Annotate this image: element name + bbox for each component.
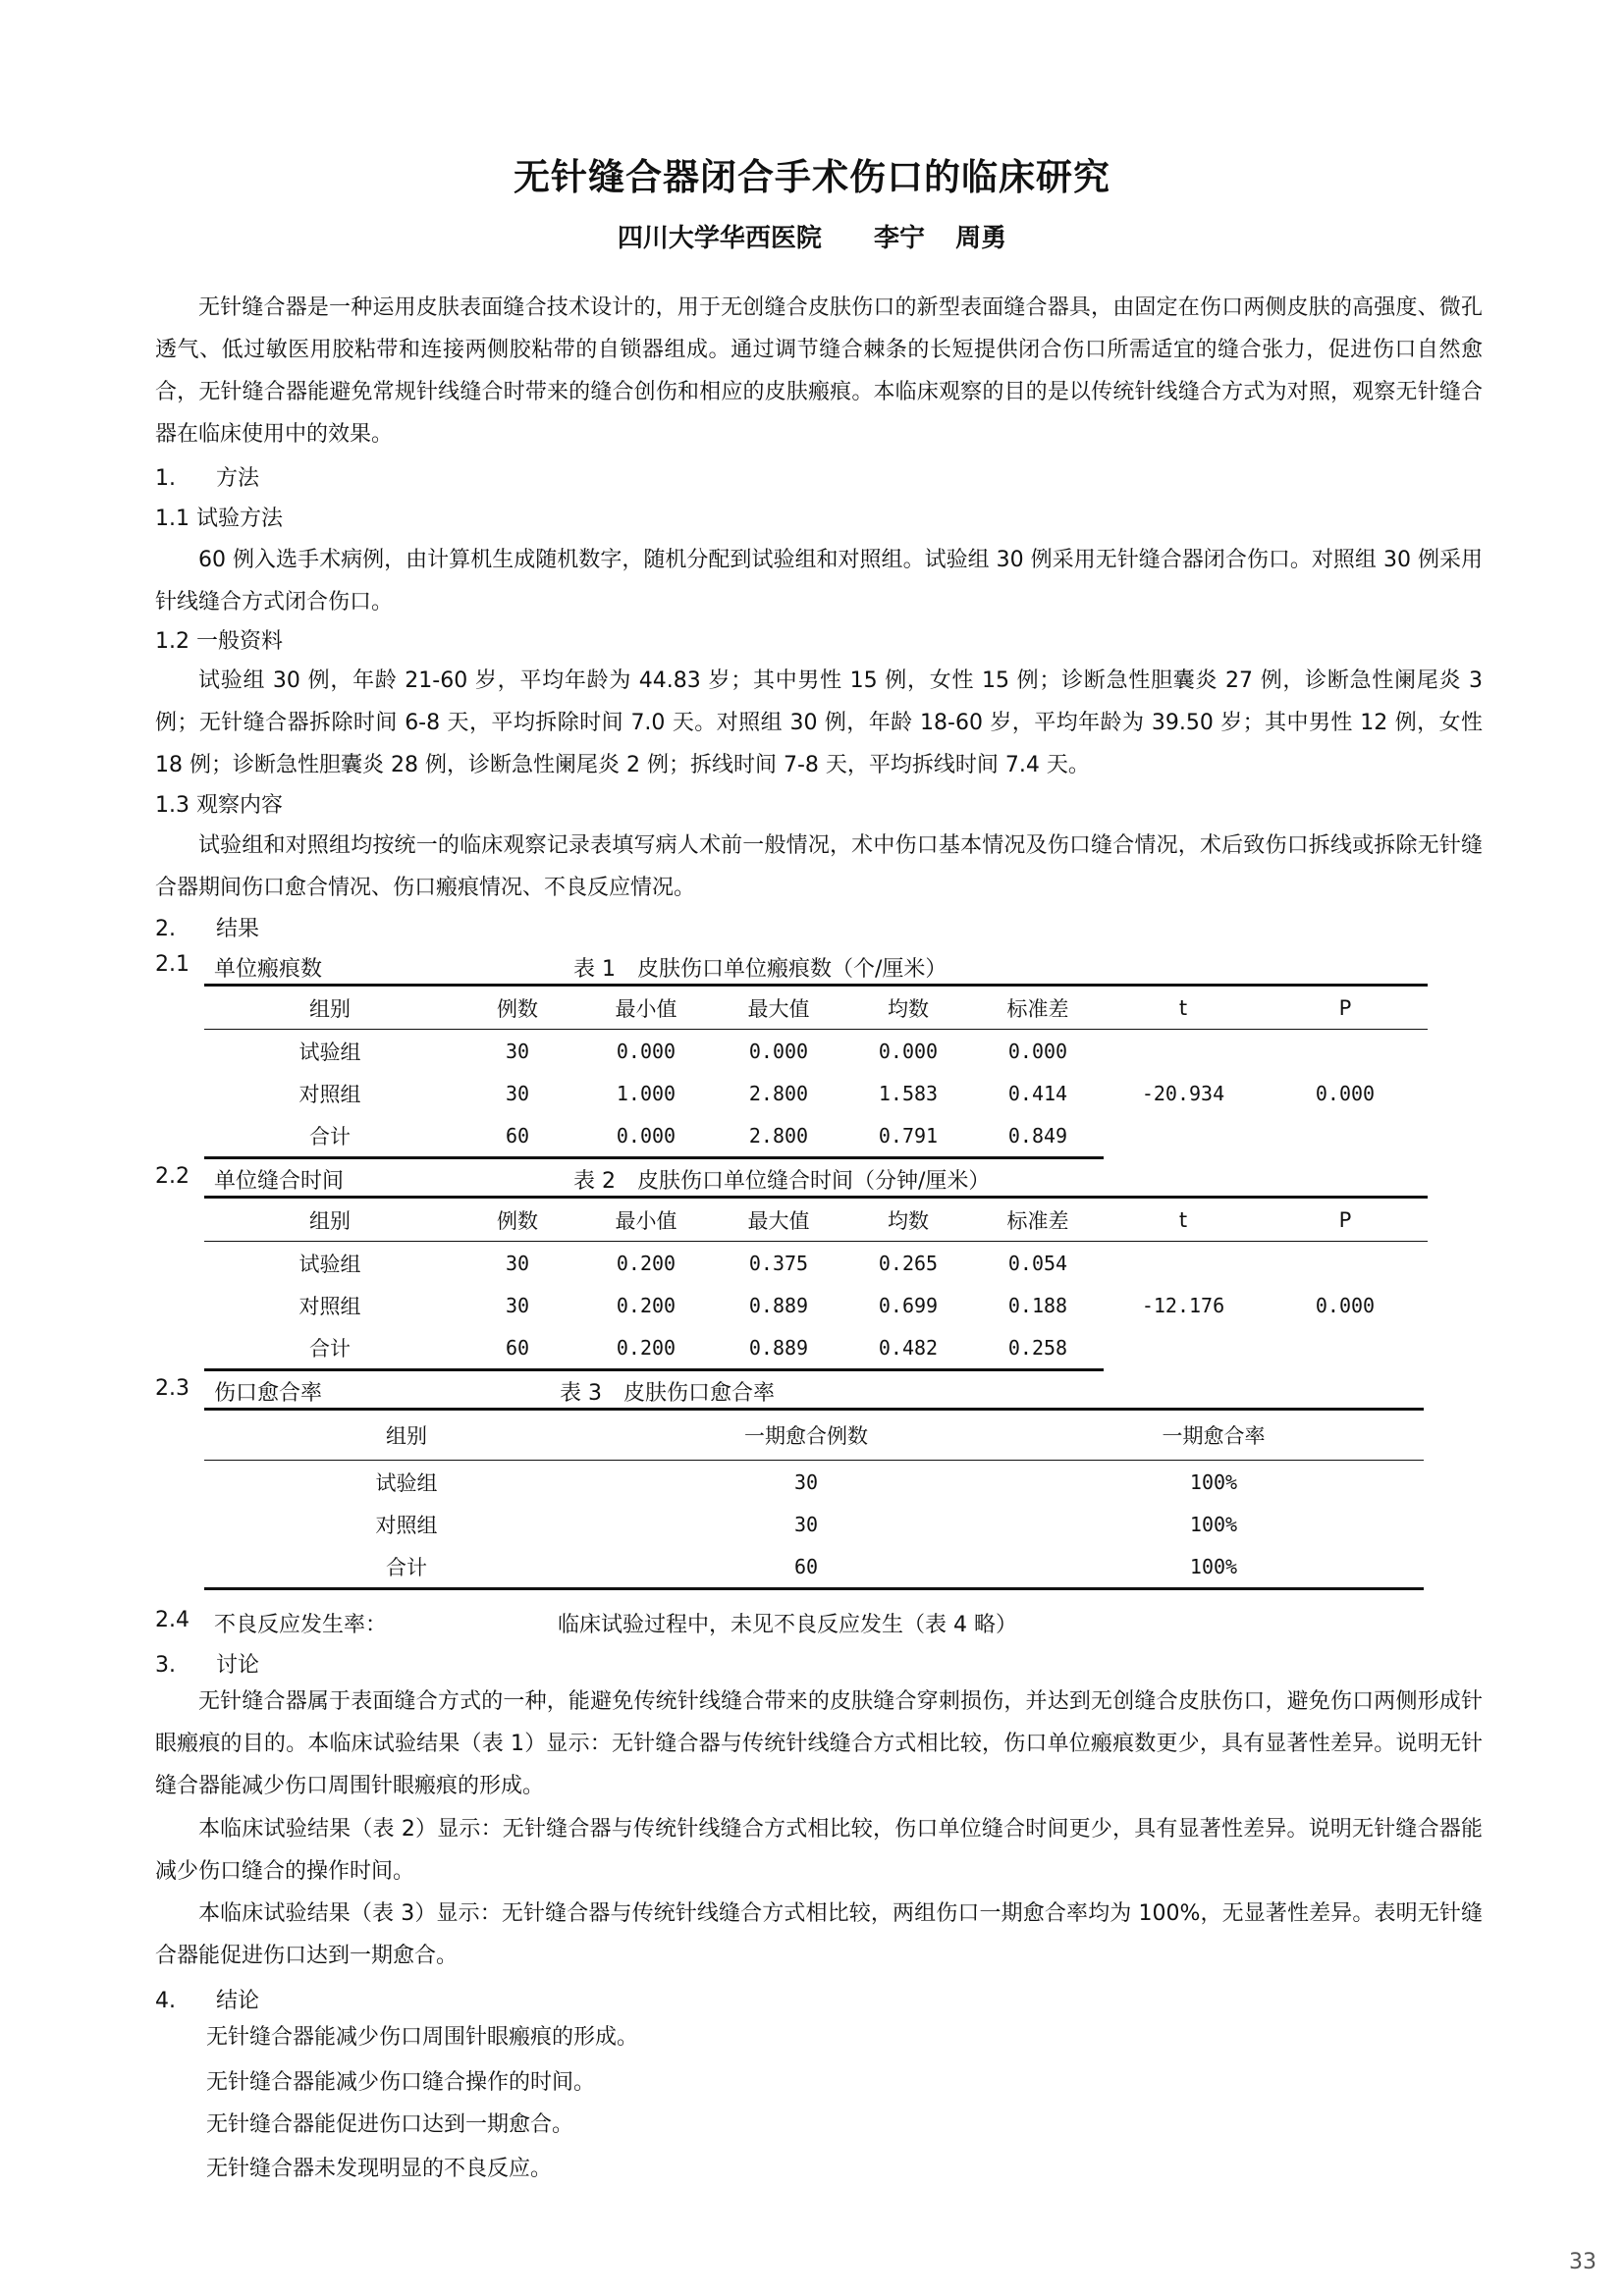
table-2-header: 最小值 bbox=[579, 1198, 713, 1242]
table-3-section-label: 伤口愈合率 bbox=[214, 1381, 323, 1406]
table-cell: 0.200 bbox=[616, 1293, 677, 1317]
author-institution: 四川大学华西医院 bbox=[617, 224, 822, 253]
section-2-heading bbox=[155, 912, 259, 942]
table-cell: 试验组 bbox=[298, 1040, 361, 1064]
table-3-header-row bbox=[204, 1410, 1424, 1461]
section-2-number: 2. bbox=[155, 917, 176, 941]
table-3-caption: 表 3 皮肤伤口愈合率 bbox=[560, 1381, 775, 1406]
table-cell: 30 bbox=[505, 1039, 530, 1063]
table-cell: 2.800 bbox=[748, 1081, 809, 1105]
table-cell: 0.000 bbox=[616, 1039, 677, 1063]
author-line bbox=[0, 218, 1624, 254]
conclusion-item: 无针缝合器能减少伤口周围针眼瘢痕的形成。 bbox=[206, 2025, 639, 2050]
table-cell: 30 bbox=[793, 1512, 819, 1536]
author-name-1: 李宁 bbox=[873, 224, 925, 253]
table-cell: 合计 bbox=[204, 1114, 456, 1158]
table-1-header: 例数 bbox=[456, 986, 579, 1030]
table-2 bbox=[204, 1196, 1428, 1371]
table-cell: 0.849 bbox=[972, 1114, 1104, 1158]
table-2-header: 最大值 bbox=[713, 1198, 844, 1242]
table-cell: 试验组 bbox=[298, 1252, 361, 1276]
author-name-2: 周勇 bbox=[955, 224, 1007, 253]
table-row bbox=[204, 1030, 1428, 1073]
table-row bbox=[204, 1545, 1424, 1589]
conclusion-item: 无针缝合器能减少伤口缝合操作的时间。 bbox=[206, 2070, 596, 2095]
table-cell: 0.699 bbox=[878, 1293, 939, 1317]
table-1-header: 标准差 bbox=[972, 986, 1104, 1030]
paper-title: 无针缝合器闭合手术伤口的临床研究 bbox=[514, 156, 1110, 198]
table-cell: 0.265 bbox=[878, 1251, 939, 1275]
table-2-caption: 表 2 皮肤伤口单位缝合时间（分钟/厘米） bbox=[573, 1169, 991, 1194]
table-cell: 对照组 bbox=[375, 1513, 438, 1537]
conclusion-item: 无针缝合器未发现明显的不良反应。 bbox=[206, 2157, 553, 2181]
table-cell: 对照组 bbox=[298, 1294, 361, 1318]
table-cell: 合计 bbox=[204, 1326, 456, 1370]
table-cell: 1.000 bbox=[616, 1081, 677, 1105]
section-3-paragraph-3: 本临床试验结果（表 3）显示：无针缝合器与传统针线缝合方式相比较，两组伤口一期愈合率均为 100%，无显著性差异。表明无针缝合器能促进伤口达到一期愈合。 bbox=[155, 1901, 1483, 1968]
table-3-header: 一期愈合例数 bbox=[609, 1410, 1003, 1461]
table-cell: 60 bbox=[456, 1326, 579, 1370]
table-2-p-value: 0.000 bbox=[1315, 1294, 1376, 1318]
table-cell: 对照组 bbox=[298, 1082, 361, 1106]
table-cell: 0.482 bbox=[844, 1326, 972, 1370]
table-row bbox=[204, 1461, 1424, 1504]
table-1-header-row bbox=[204, 986, 1428, 1030]
table-cell: 试验组 bbox=[375, 1470, 438, 1495]
table-1-header: t bbox=[1104, 986, 1263, 1030]
table-1-header: 最小值 bbox=[579, 986, 713, 1030]
table-cell: 0.375 bbox=[748, 1251, 809, 1275]
table-1-header: P bbox=[1263, 986, 1428, 1030]
table-2-header: 组别 bbox=[204, 1198, 456, 1242]
section-1-title: 方法 bbox=[216, 466, 260, 491]
table-2-t-value: -12.176 bbox=[1141, 1294, 1225, 1318]
section-3-paragraph-1: 无针缝合器属于表面缝合方式的一种，能避免传统针线缝合带来的皮肤缝合穿刺损伤，并达到无创缝合皮肤伤口，避免伤口两侧形成针眼瘢痕的目的。本临床试验结果（表 1）显示：无针缝合器与传统针线缝合方式相比较，伤口单位瘢痕数更少，具有显著性差异。说明无针缝合器能减少伤口周围针眼瘢痕的形成。 bbox=[155, 1689, 1483, 1798]
table-cell: 0.054 bbox=[1007, 1251, 1068, 1275]
table-cell: 0.889 bbox=[748, 1293, 809, 1317]
table-cell: 30 bbox=[505, 1081, 530, 1105]
table-2-section-number: 2.2 bbox=[155, 1164, 189, 1189]
table-1-caption: 表 1 皮肤伤口单位瘢痕数（个/厘米） bbox=[573, 957, 947, 982]
section-2-4-number: 2.4 bbox=[155, 1608, 189, 1632]
table-cell: 100% bbox=[1189, 1469, 1238, 1494]
table-cell: 1.583 bbox=[878, 1081, 939, 1105]
table-1-header: 最大值 bbox=[713, 986, 844, 1030]
table-2-header: t bbox=[1104, 1198, 1263, 1242]
section-1-heading bbox=[155, 461, 259, 492]
table-cell: 0.791 bbox=[844, 1114, 972, 1158]
table-2-header: P bbox=[1263, 1198, 1428, 1242]
section-2-title: 结果 bbox=[216, 917, 260, 941]
table-cell: 合计 bbox=[204, 1545, 609, 1589]
table-cell: 2.800 bbox=[713, 1114, 844, 1158]
section-3-heading bbox=[155, 1648, 259, 1679]
table-cell: 60 bbox=[609, 1545, 1003, 1589]
table-cell: 0.200 bbox=[579, 1326, 713, 1370]
table-2-section-label: 单位缝合时间 bbox=[214, 1169, 345, 1194]
table-row bbox=[204, 1503, 1424, 1545]
table-2-header: 均数 bbox=[844, 1198, 972, 1242]
intro-paragraph: 无针缝合器是一种运用皮肤表面缝合技术设计的，用于无创缝合皮肤伤口的新型表面缝合器具，由固定在伤口两侧皮肤的高强度、微孔透气、低过敏医用胶粘带和连接两侧胶粘带的自锁器组成。通过调节缝合棘条的长短提供闭合伤口所需适宜的缝合张力，促进伤口自然愈合，无针缝合器能避免常规针线缝合时带来的缝合创伤和相应的皮肤瘢痕。本临床观察的目的是以传统针线缝合方式为对照，观察无针缝合器在临床使用中的效果。 bbox=[155, 295, 1483, 447]
table-cell: 100% bbox=[1189, 1512, 1238, 1536]
section-4-number: 4. bbox=[155, 1989, 176, 2013]
table-cell: 0.000 bbox=[748, 1039, 809, 1063]
table-1-header: 均数 bbox=[844, 986, 972, 1030]
table-3-header: 组别 bbox=[204, 1410, 609, 1461]
section-1-1-label: 1.1 试验方法 bbox=[155, 507, 283, 531]
table-1 bbox=[204, 984, 1428, 1159]
table-cell: 0.414 bbox=[1007, 1081, 1068, 1105]
table-cell: 100% bbox=[1003, 1545, 1424, 1589]
section-3-number: 3. bbox=[155, 1653, 176, 1678]
table-cell: 0.000 bbox=[1007, 1039, 1068, 1063]
conclusion-item: 无针缝合器能促进伤口达到一期愈合。 bbox=[206, 2112, 574, 2137]
table-cell: 0.000 bbox=[579, 1114, 713, 1158]
section-3-title: 讨论 bbox=[216, 1653, 260, 1678]
section-2-4-text: 临床试验过程中，未见不良反应发生（表 4 略） bbox=[558, 1613, 1017, 1637]
section-1-2-label: 1.2 一般资料 bbox=[155, 629, 283, 654]
section-4-heading bbox=[155, 1984, 259, 2014]
table-cell: 0.000 bbox=[878, 1039, 939, 1063]
table-cell: 0.258 bbox=[972, 1326, 1104, 1370]
table-cell: 30 bbox=[793, 1469, 819, 1494]
section-4-title: 结论 bbox=[216, 1989, 260, 2013]
table-1-t-value: -20.934 bbox=[1141, 1082, 1225, 1106]
section-1-2-text: 试验组 30 例，年龄 21-60 岁，平均年龄为 44.83 岁；其中男性 15 例，女性 15 例；诊断急性胆囊炎 27 例，诊断急性阑尾炎 3 例；无针缝合器拆除时间 6-8 天，平均拆除时间 7.0 天。对照组 30 例，年龄 18-60 岁，平均年龄为 39.50 岁；其中男性 12 例，女性 18 例；诊断急性胆囊炎 28 例，诊断急性阑尾炎 2 例；拆线时间 7-8 天，平均拆线时间 7.4 天。 bbox=[155, 668, 1483, 777]
table-1-section-number: 2.1 bbox=[155, 952, 189, 977]
section-1-3-text: 试验组和对照组均按统一的临床观察记录表填写病人术前一般情况，术中伤口基本情况及伤口缝合情况，术后致伤口拆线或拆除无针缝合器期间伤口愈合情况、伤口瘢痕情况、不良反应情况。 bbox=[155, 833, 1483, 900]
table-1-p-value: 0.000 bbox=[1315, 1082, 1376, 1106]
section-1-number: 1. bbox=[155, 466, 176, 491]
section-1-1-text: 60 例入选手术病例，由计算机生成随机数字，随机分配到试验组和对照组。试验组 30 例采用无针缝合器闭合伤口。对照组 30 例采用针线缝合方式闭合伤口。 bbox=[155, 548, 1483, 614]
table-3-section-number: 2.3 bbox=[155, 1376, 189, 1401]
table-cell: 30 bbox=[505, 1251, 530, 1275]
table-2-header: 例数 bbox=[456, 1198, 579, 1242]
table-cell: 30 bbox=[505, 1293, 530, 1317]
table-3-header: 一期愈合率 bbox=[1003, 1410, 1424, 1461]
table-1-header: 组别 bbox=[204, 986, 456, 1030]
section-1-3-label: 1.3 观察内容 bbox=[155, 793, 283, 818]
table-cell: 0.200 bbox=[616, 1251, 677, 1275]
page-number: 33 bbox=[1569, 2250, 1597, 2274]
section-2-4-label: 不良反应发生率： bbox=[214, 1613, 388, 1637]
table-1-section-label: 单位瘢痕数 bbox=[214, 957, 323, 982]
table-row bbox=[204, 1242, 1428, 1285]
table-cell: 60 bbox=[456, 1114, 579, 1158]
section-3-paragraph-2: 本临床试验结果（表 2）显示：无针缝合器与传统针线缝合方式相比较，伤口单位缝合时间更少，具有显著性差异。说明无针缝合器能减少伤口缝合的操作时间。 bbox=[155, 1817, 1483, 1884]
table-3 bbox=[204, 1408, 1424, 1590]
table-2-header-row bbox=[204, 1198, 1428, 1242]
table-2-header: 标准差 bbox=[972, 1198, 1104, 1242]
table-cell: 0.188 bbox=[1007, 1293, 1068, 1317]
table-cell: 0.889 bbox=[713, 1326, 844, 1370]
